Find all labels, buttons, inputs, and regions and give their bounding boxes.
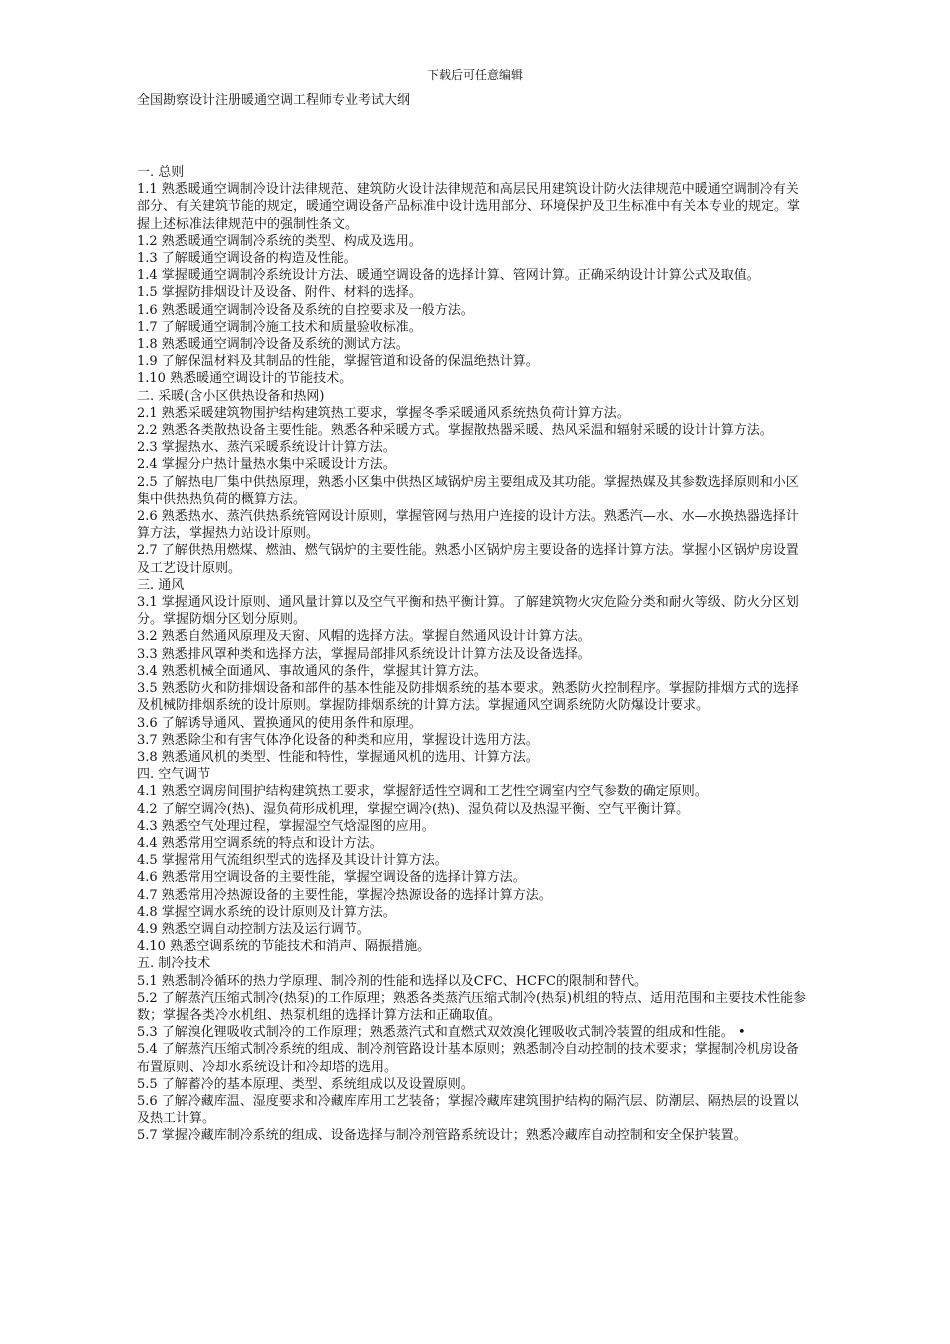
paragraph: 5.3 了解溴化锂吸收式制冷的工作原理；熟悉蒸汽式和直燃式双效溴化锂吸收式制冷装置的组成和性能。 • bbox=[137, 1025, 746, 1041]
paragraph: 4.1 熟悉空调房间围护结构建筑热工要求，掌握舒适性空调和工艺性空调室内空气参数的确定原则。 bbox=[137, 784, 708, 800]
paragraph: 1.3 了解暖通空调设备的构造及性能。 bbox=[137, 251, 357, 267]
paragraph: 五. 制冷技术 bbox=[137, 956, 211, 972]
paragraph: 3.5 熟悉防火和防排烟设备和部件的基本性能及防排烟系统的基本要求。熟悉防火控制程序。掌握防排烟方式的选择及机械防排烟系统的设计原则。掌握防排烟系统的计算方法。掌握通风空调系统防火防爆设计要求。 bbox=[137, 681, 799, 714]
paragraph: 3.6 了解诱导通风、置换通风的使用条件和原理。 bbox=[137, 715, 422, 731]
paragraph: 3.8 熟悉通风机的类型、性能和特性，掌握通风机的选用、计算方法。 bbox=[137, 749, 539, 765]
paragraph: 4.3 熟悉空气处理过程，掌握湿空气焓湿图的应用。 bbox=[137, 818, 435, 834]
paragraph: 3.1 掌握通风设计原则、通风量计算以及空气平衡和热平衡计算。了解建筑物火灾危险分类和耐火等级、防火分区划分。掌握防烟分区划分原则。 bbox=[137, 595, 799, 628]
paragraph: 3.2 熟悉自然通风原理及天窗、风帽的选择方法。掌握自然通风设计计算方法。 bbox=[137, 629, 591, 645]
paragraph: 5.1 熟悉制冷循环的热力学原理、制冷剂的性能和选择以及CFC、HCFC的限制和替代。 bbox=[137, 973, 647, 989]
paragraph: 2.5 了解热电厂集中供热原理，熟悉小区集中供热区域锅炉房主要组成及其功能。掌握热媒及其参数选择原则和小区集中供热热负荷的概算方法。 bbox=[137, 474, 799, 507]
paragraph: 2.2 熟悉各类散热设备主要性能。熟悉各种采暖方式。掌握散热器采暖、热风采温和辐射采暖的设计计算方法。 bbox=[137, 423, 773, 439]
paragraph: 4.10 熟悉空调系统的节能技术和消声、隔振措施。 bbox=[137, 939, 431, 955]
paragraph: 5.4 了解蒸汽压缩式制冷系统的组成、制冷剂管路设计基本原则；熟悉制冷自动控制的技术要求；掌握制冷机房设备布置原则、冷却水系统设计和冷却塔的选用。 bbox=[137, 1042, 799, 1075]
paragraph: 4.7 熟悉常用冷热源设备的主要性能，掌握冷热源设备的选择计算方法。 bbox=[137, 887, 552, 903]
paragraph: 二. 采暖(含小区供热设备和热网) bbox=[137, 388, 325, 404]
page-header-note: 下载后可任意编辑 bbox=[426, 68, 523, 82]
document-body bbox=[137, 164, 807, 1145]
paragraph: 2.3 掌握热水、蒸汽采暖系统设计计算方法。 bbox=[137, 440, 396, 456]
paragraph: 4.4 熟悉常用空调系统的特点和设计方法。 bbox=[137, 835, 383, 851]
document-title: 全国勘察设计注册暖通空调工程师专业考试大纲 bbox=[137, 93, 411, 108]
paragraph: 1.9 了解保温材料及其制品的性能，掌握管道和设备的保温绝热计算。 bbox=[137, 354, 539, 370]
paragraph: 1.2 熟悉暖通空调制冷系统的类型、构成及选用。 bbox=[137, 233, 422, 249]
paragraph: 四. 空气调节 bbox=[137, 767, 211, 783]
paragraph: 4.5 掌握常用气流组织型式的选择及其设计计算方法。 bbox=[137, 853, 448, 869]
paragraph: 3.3 熟悉排风罩种类和选择方法，掌握局部排风系统设计计算方法及设备选择。 bbox=[137, 646, 591, 662]
paragraph: 1.4 掌握暖通空调制冷系统设计方法、暖通空调设备的选择计算、管网计算。正确采纳设计计算公式及取值。 bbox=[137, 268, 760, 284]
paragraph: 2.1 熟悉采暖建筑物围护结构建筑热工要求，掌握冬季采暖通风系统热负荷计算方法。 bbox=[137, 405, 630, 421]
paragraph: 4.6 熟悉常用空调设备的主要性能，掌握空调设备的选择计算方法。 bbox=[137, 870, 526, 886]
paragraph: 5.7 掌握冷藏库制冷系统的组成、设备选择与制冷剂管路系统设计；熟悉冷藏库自动控制和安全保护装置。 bbox=[137, 1128, 747, 1144]
paragraph: 5.6 了解冷藏库温、湿度要求和冷藏库库用工艺装备；掌握冷藏库建筑围护结构的隔汽层、防潮层、隔热层的设置以及热工计算。 bbox=[137, 1093, 799, 1127]
paragraph: 一. 总则 bbox=[137, 165, 185, 180]
paragraph: 4.9 熟悉空调自动控制方法及运行调节。 bbox=[137, 921, 370, 937]
paragraph: 2.4 掌握分户热计量热水集中采暖设计方法。 bbox=[137, 457, 396, 473]
paragraph: 1.10 熟悉暖通空调设计的节能技术。 bbox=[137, 371, 353, 387]
paragraph: 三. 通风 bbox=[137, 577, 185, 593]
paragraph: 5.5 了解蓄冷的基本原理、类型、系统组成以及设置原则。 bbox=[137, 1076, 474, 1092]
paragraph: 2.7 了解供热用燃煤、燃油、燃气锅炉的主要性能。熟悉小区锅炉房主要设备的选择计算方法。掌握小区锅炉房设置及工艺设计原则。 bbox=[137, 543, 799, 576]
paragraph: 4.2 了解空调冷(热)、湿负荷形成机理，掌握空调冷(热)、湿负荷以及热湿平衡、空气平衡计算。 bbox=[137, 801, 690, 817]
paragraph: 1.7 了解暖通空调制冷施工技术和质量验收标准。 bbox=[137, 319, 422, 335]
paragraph: 1.8 熟悉暖通空调制冷设备及系统的测试方法。 bbox=[137, 337, 409, 353]
paragraph: 4.8 掌握空调水系统的设计原则及计算方法。 bbox=[137, 904, 396, 920]
paragraph: 1.1 熟悉暖通空调制冷设计法律规范、建筑防火设计法律规范和高层民用建筑设计防火法律规范中暖通空调制冷有关部分、有关建筑节能的规定，暖通空调设备产品标准中设计选用部分、环境保护及卫生标准中有关本专业的规定。掌握上述标准法律规范中的强制性条文。 bbox=[137, 182, 801, 232]
paragraph: 5.2 了解蒸汽压缩式制冷(热泵)的工作原理；熟悉各类蒸汽压缩式制冷(热泵)机组的特点、适用范围和主要技术性能参数；掌握各类冷水机组、热泵机组的选择计算方法和正确取值。 bbox=[137, 990, 807, 1023]
paragraph: 2.6 熟悉热水、蒸汽供热系统管网设计原则，掌握管网与热用户连接的设计方法。熟悉汽—水、水—水换热器选择计算方法，掌握热力站设计原则。 bbox=[137, 509, 799, 542]
paragraph: 1.5 掌握防排烟设计及设备、附件、材料的选择。 bbox=[137, 285, 422, 301]
paragraph: 1.6 熟悉暖通空调制冷设备及系统的自控要求及一般方法。 bbox=[137, 302, 474, 318]
paragraph: 3.4 熟悉机械全面通风、事故通风的条件，掌握其计算方法。 bbox=[137, 663, 487, 679]
paragraph: 3.7 熟悉除尘和有害气体净化设备的种类和应用，掌握设计选用方法。 bbox=[137, 732, 539, 748]
